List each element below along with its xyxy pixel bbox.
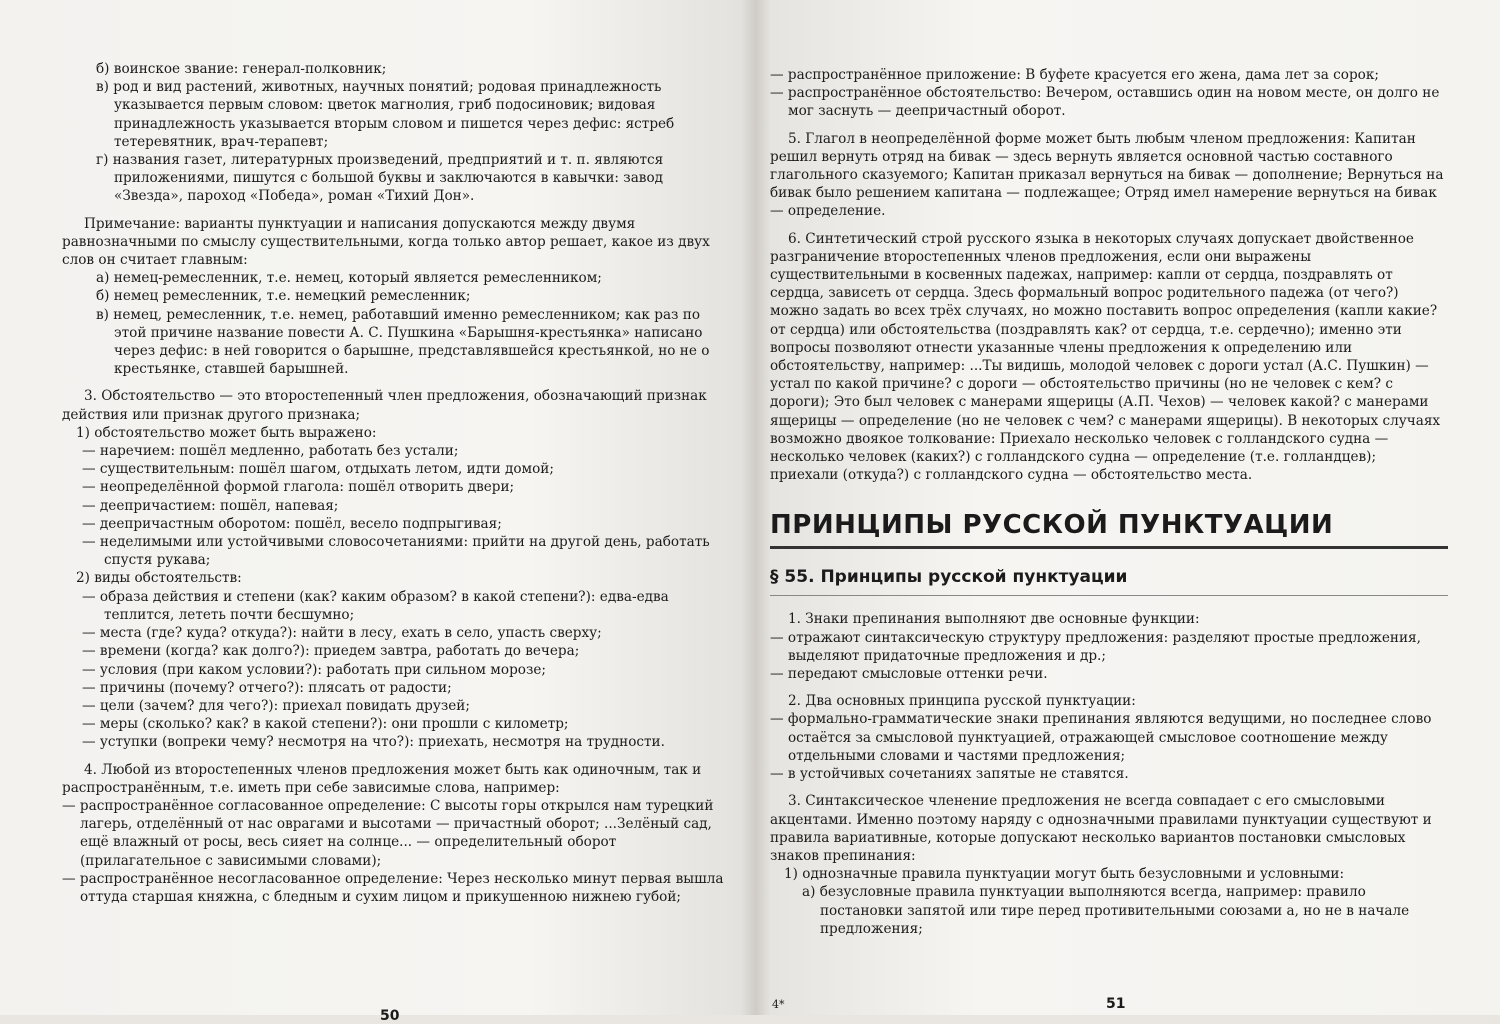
page-number: 51	[1106, 996, 1126, 1012]
list-item: — распространённое приложение: В буфете красуется его жена, дама лет за сорок;	[770, 67, 1379, 83]
list-item: — наречием: пошёл медленно, работать без устали;	[82, 443, 459, 460]
note-paragraph: Примечание: варианты пунктуации и написания допускаются между двумя равнозначными по смыслу существительными, когда только автор решает, какое из двух слов он считает главным:	[62, 215, 710, 269]
list-item: — условия (при каком условии?): работать при сильном морозе;	[82, 661, 546, 678]
chapter-heading: ПРИНЦИПЫ РУССКОЙ ПУНКТУАЦИИ	[770, 510, 1448, 549]
list-item: — неопределённой формой глагола: пошёл отворить двери;	[82, 479, 515, 496]
list-item: — цели (зачем? для чего?): приехал повидать друзей;	[82, 697, 470, 714]
list-item: — времени (когда? как долго?): приедем завтра, работать до вечера;	[82, 643, 580, 660]
list-item: — меры (сколько? как? в какой степени?): они прошли с километр;	[82, 716, 569, 733]
left-page-text	[62, 60, 734, 906]
list-item: — в устойчивых сочетаниях запятые не ставятся.	[770, 766, 1129, 783]
text-line: г) названия газет, литературных произведений, предприятий и т. п. являются приложениями, пишутся с большой буквы и заключаются в кавычки: завод «Звезда», пароход «Победа», роман «Тихий Дон».	[96, 152, 664, 205]
text-line: в) род и вид растений, животных, научных понятий; родовая принадлежность указывается первым словом: цветок магнолия, гриб подосиновик; видовая принадлежность указывается вторым словом и пишется через дефис: ястреб тетеревятник, врач-терапевт;	[96, 79, 675, 150]
list-item: — уступки (вопреки чему? несмотря на что?): приехать, несмотря на трудности.	[82, 734, 665, 751]
section-paragraph: 2. Два основных принципа русской пунктуации:	[788, 693, 1136, 710]
right-page	[756, 0, 1500, 1015]
section-heading: § 55. Принципы русской пунктуации	[770, 567, 1448, 596]
section-paragraph: 6. Синтетический строй русского языка в некоторых случаях допускает двойственное разграничение второстепенных членов предложения, если они выражены существительными в косвенных падежах, например: капли от сердца, поздравлять от сердца, зависеть от сердца. Здесь формальный вопрос родительного падежа (от чего?) можно задать во всех трёх случаях, но можно поставить вопрос определения (капли какие? от сердца) или обстоятельства (поздравлять как? от сердца, т.е. сердечно); именно эти вопросы позволяют отнести указанные члены предложения к определению или обстоятельству, например: ...Ты видишь, молодой человек с дороги устал (А.С. Пушкин) — устал по какой причине? с дороги — обстоятельство причины (но не человек с кем? с дороги); Это был человек с манерами ящерицы (А.П. Чехов) — человек какой? с манерами ящерицы — определение (но не человек с чем? с манерами ящерицы). В некоторых случаях возможно двоякое толкование: Приехало несколько человек с голландского судна — несколько человек (каких?) с голландского судна — определение (т.е. голландцев); приехали (откуда?) с голландского судна — обстоятельство места.	[770, 230, 1441, 484]
section-paragraph: 4. Любой из второстепенных членов предложения может быть как одиночным, так и распространённым, т.е. иметь при себе зависимые слова, например:	[62, 761, 702, 796]
page-number: 50	[380, 1008, 400, 1024]
list-item: — образа действия и степени (как? каким образом? в какой степени?): едва-едва теплится, лететь почти бесшумно;	[82, 588, 669, 623]
text-line: 1) обстоятельство может быть выражено:	[76, 424, 377, 441]
list-item: — распространённое согласованное определение: С высоты горы открылся нам турецкий лагерь, отделённый от нас оврагами и высотами — причастный оборот; ...Зелёный сад, ещё влажный от росы, весь сияет на солнце... — определительный оборот (прилагательное с зависимыми словами);	[62, 797, 714, 869]
text-line: б) воинское звание: генерал-полковник;	[96, 61, 387, 77]
list-item: — неделимыми или устойчивыми словосочетаниями: прийти на другой день, работать спустя рукава;	[82, 534, 710, 569]
text-line: 1) однозначные правила пунктуации могут быть безусловными и условными:	[784, 866, 1345, 883]
list-item: — места (где? куда? откуда?): найти в лесу, ехать в село, упасть сверху;	[82, 625, 602, 642]
section-paragraph: 5. Глагол в неопределённой форме может быть любым членом предложения: Капитан решил вернуть отряд на бивак — здесь вернуть является основной частью составного глагольного сказуемого; Капитан приказал вернуться на бивак — дополнение; Вернуться на бивак было решением капитана — подлежащее; Отряд имел намерение вернуться на бивак — определение.	[770, 130, 1444, 220]
section-paragraph: 3. Синтаксическое членение предложения не всегда совпадает с его смысловыми акцентами. Именно поэтому наряду с однозначными правилами пунктуации существуют и правила вариативные, которые допускают несколько вариантов постановки смысловых знаков препинания:	[770, 793, 1432, 864]
text-line: а) безусловные правила пунктуации выполняются всегда, например: правило постановки запятой или тире перед противительными союзами а, но не в начале предложения;	[802, 884, 1410, 937]
section-paragraph: 1. Знаки препинания выполняют две основные функции:	[788, 611, 1200, 628]
list-item: — деепричастным оборотом: пошёл, весело подпрыгивая;	[82, 515, 502, 532]
section-paragraph: 3. Обстоятельство — это второстепенный член предложения, обозначающий признак действия или признак другого признака;	[62, 388, 707, 423]
list-item: — распространённое обстоятельство: Вечером, оставшись один на новом месте, он долго не мог заснуть — деепричастный оборот.	[770, 85, 1440, 120]
list-item: — отражают синтаксическую структуру предложения: разделяют простые предложения, выделяют придаточные предложения и др.;	[770, 629, 1421, 664]
text-line: 2) виды обстоятельств:	[76, 570, 242, 587]
right-page-text	[770, 66, 1448, 484]
list-item: — распространённое несогласованное определение: Через несколько минут первая вышла оттуда старшая княжна, с бледным и сухим лицом и прикушенною нижнею губой;	[62, 870, 724, 905]
list-item: — формально-грамматические знаки препинания являются ведущими, но последнее слово остаётся за смысловой пунктуацией, отражающей смысловое соотношение между отдельными словами и частями предложения;	[770, 711, 1432, 764]
list-item: — передают смысловые оттенки речи.	[770, 666, 1048, 683]
list-item: — существительным: пошёл шагом, отдыхать летом, идти домой;	[82, 461, 554, 478]
signature-mark: 4*	[772, 998, 785, 1011]
text-line: в) немец, ремесленник, т.е. немец, работавший именно ремесленником; как раз по этой причине название повести А. С. Пушкина «Барышня-крестьянка» написано через дефис: в ней говорится о барышне, представлявшейся крестьянкой, но не о крестьянке, ставшей барышней.	[96, 306, 710, 378]
right-page-text-lower	[770, 610, 1448, 937]
text-line: б) немец ремесленник, т.е. немецкий ремесленник;	[96, 288, 471, 305]
list-item: — деепричастием: пошёл, напевая;	[82, 497, 339, 514]
list-item: — причины (почему? отчего?): плясать от радости;	[82, 679, 452, 696]
text-line: а) немец-ремесленник, т.е. немец, который является ремесленником;	[96, 270, 602, 287]
